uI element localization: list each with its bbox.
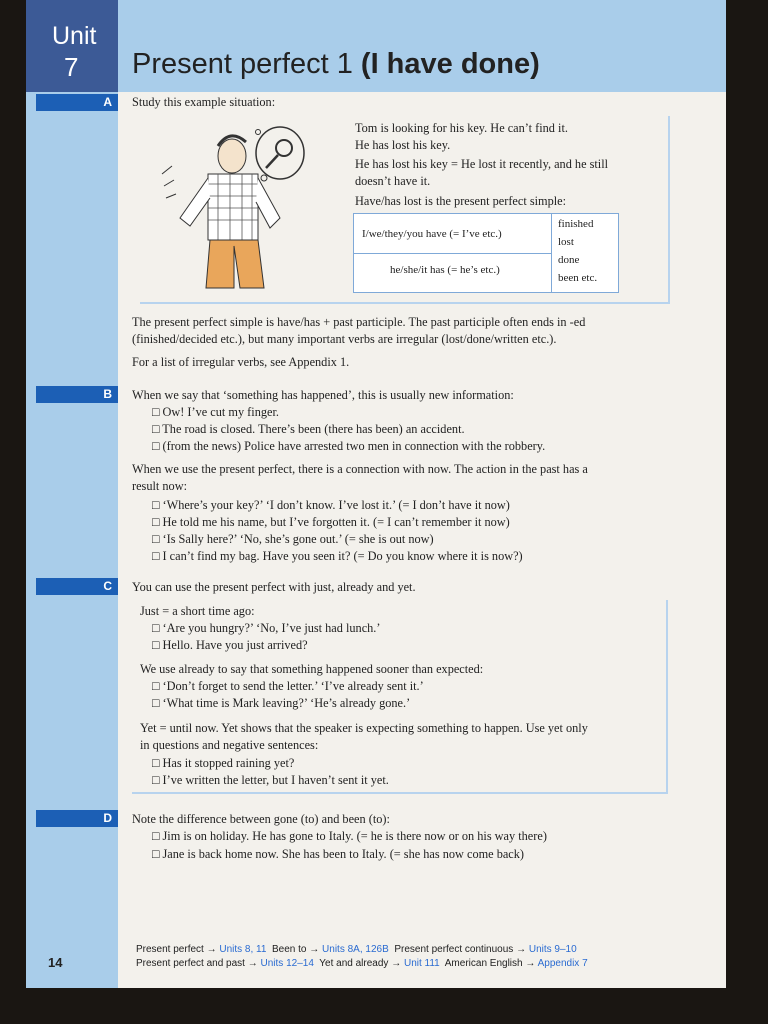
c-line-2: Just = a short time ago: xyxy=(140,604,255,618)
footer-ref-label: Yet and already → xyxy=(319,958,402,969)
table-participle-2: lost xyxy=(558,236,574,248)
footer-link[interactable]: Units 8A, 126B xyxy=(322,944,389,955)
title-plain: Present perfect 1 xyxy=(132,48,361,80)
table-participle-1: finished xyxy=(558,218,594,230)
unit-label: Unit xyxy=(52,22,97,50)
c-line-3: □ ‘Are you hungry?’ ‘No, I’ve just had lunch.’ xyxy=(152,621,381,635)
a-para-1: The present perfect simple is have/has + past participle. The past participle often ends in -ed xyxy=(132,315,586,329)
a-box-line3: He has lost his key = He lost it recently, and he still xyxy=(355,157,609,171)
man-searching-illustration xyxy=(160,118,310,293)
c-line-8: Yet = until now. Yet shows that the speaker is expecting something to happen. Use yet only xyxy=(140,721,588,735)
b-line-3: □ The road is closed. There’s been (there has been) an accident. xyxy=(152,422,465,436)
a-para-3: For a list of irregular verbs, see Appendix 1. xyxy=(132,355,350,369)
d-line-1: Note the difference between gone (to) and been (to): xyxy=(132,812,390,826)
conjugation-table xyxy=(353,213,619,293)
c-line-9: in questions and negative sentences: xyxy=(140,738,319,752)
d-line-2: □ Jim is on holiday. He has gone to Italy. (= he is there now or on his way there) xyxy=(152,829,547,843)
c-line-10: □ Has it stopped raining yet? xyxy=(152,756,295,770)
a-para-2: (finished/decided etc.), but many important verbs are irregular (lost/done/written etc.). xyxy=(132,332,557,346)
title-bold: (I have done) xyxy=(360,48,540,80)
b-line-10: □ I can’t find my bag. Have you seen it? (= Do you know where it is now?) xyxy=(152,549,523,563)
section-tab-a: A xyxy=(36,94,118,111)
b-line-7: □ ‘Where’s your key?’ ‘I don’t know. I’ve lost it.’ (= I don’t have it now) xyxy=(152,498,510,512)
sidebar-band xyxy=(26,0,118,988)
footer-ref-label: Been to → xyxy=(272,944,320,955)
footer-ref-label: Present perfect → xyxy=(136,944,217,955)
section-tab-b: B xyxy=(36,386,118,403)
table-row-2: he/she/it has (= he’s etc.) xyxy=(390,264,500,276)
b-line-4: □ (from the news) Police have arrested two men in connection with the robbery. xyxy=(152,439,546,453)
unit-number: 7 xyxy=(64,52,79,82)
b-line-6: result now: xyxy=(132,479,187,493)
c-line-7: □ ‘What time is Mark leaving?’ ‘He’s already gone.’ xyxy=(152,696,411,710)
table-row-1: I/we/they/you have (= I’ve etc.) xyxy=(362,228,502,240)
c-line-1: You can use the present perfect with just, already and yet. xyxy=(132,580,416,594)
d-line-3: □ Jane is back home now. She has been to Italy. (= she has now come back) xyxy=(152,847,525,861)
c-line-4: □ Hello. Have you just arrived? xyxy=(152,638,308,652)
footer-ref-label: Present perfect continuous → xyxy=(394,944,527,955)
c-line-5: We use already to say that something happened sooner than expected: xyxy=(140,662,484,676)
page-number: 14 xyxy=(48,955,63,970)
footer-link[interactable]: Appendix 7 xyxy=(537,958,588,969)
b-line-1: When we say that ‘something has happened’, this is usually new information: xyxy=(132,388,514,402)
table-participle-4: been etc. xyxy=(558,272,598,284)
a-box-line4: doesn’t have it. xyxy=(355,174,431,188)
b-line-8: □ He told me his name, but I’ve forgotten it. (= I can’t remember it now) xyxy=(152,515,510,529)
footer-ref-label: American English → xyxy=(444,958,536,969)
section-tab-c: C xyxy=(36,578,118,595)
footer-link[interactable]: Unit 111 xyxy=(403,958,440,969)
footer-row-2 xyxy=(136,958,588,969)
page-title xyxy=(132,48,540,81)
b-line-5: When we use the present perfect, there is a connection with now. The action in the past has a xyxy=(132,462,588,476)
b-line-2: □ Ow! I’ve cut my finger. xyxy=(152,405,279,419)
footer-row-1 xyxy=(136,944,577,955)
table-participle-3: done xyxy=(558,254,580,266)
a-box-line1: Tom is looking for his key. He can’t find it. xyxy=(355,121,568,135)
footer-link[interactable]: Units 8, 11 xyxy=(219,944,267,955)
b-line-9: □ ‘Is Sally here?’ ‘No, she’s gone out.’ (= she is out now) xyxy=(152,532,434,546)
c-line-6: □ ‘Don’t forget to send the letter.’ ‘I’ve already sent it.’ xyxy=(152,679,424,693)
footer-ref-label: Present perfect and past → xyxy=(136,958,258,969)
footer-link[interactable]: Units 12–14 xyxy=(260,958,314,969)
a-intro: Study this example situation: xyxy=(132,95,276,109)
section-tab-d: D xyxy=(36,810,118,827)
a-box-line5: Have/has lost is the present perfect simple: xyxy=(355,194,567,208)
c-line-11: □ I’ve written the letter, but I haven’t sent it yet. xyxy=(152,773,389,787)
footer-link[interactable]: Units 9–10 xyxy=(528,944,577,955)
a-box-line2: He has lost his key. xyxy=(355,138,451,152)
